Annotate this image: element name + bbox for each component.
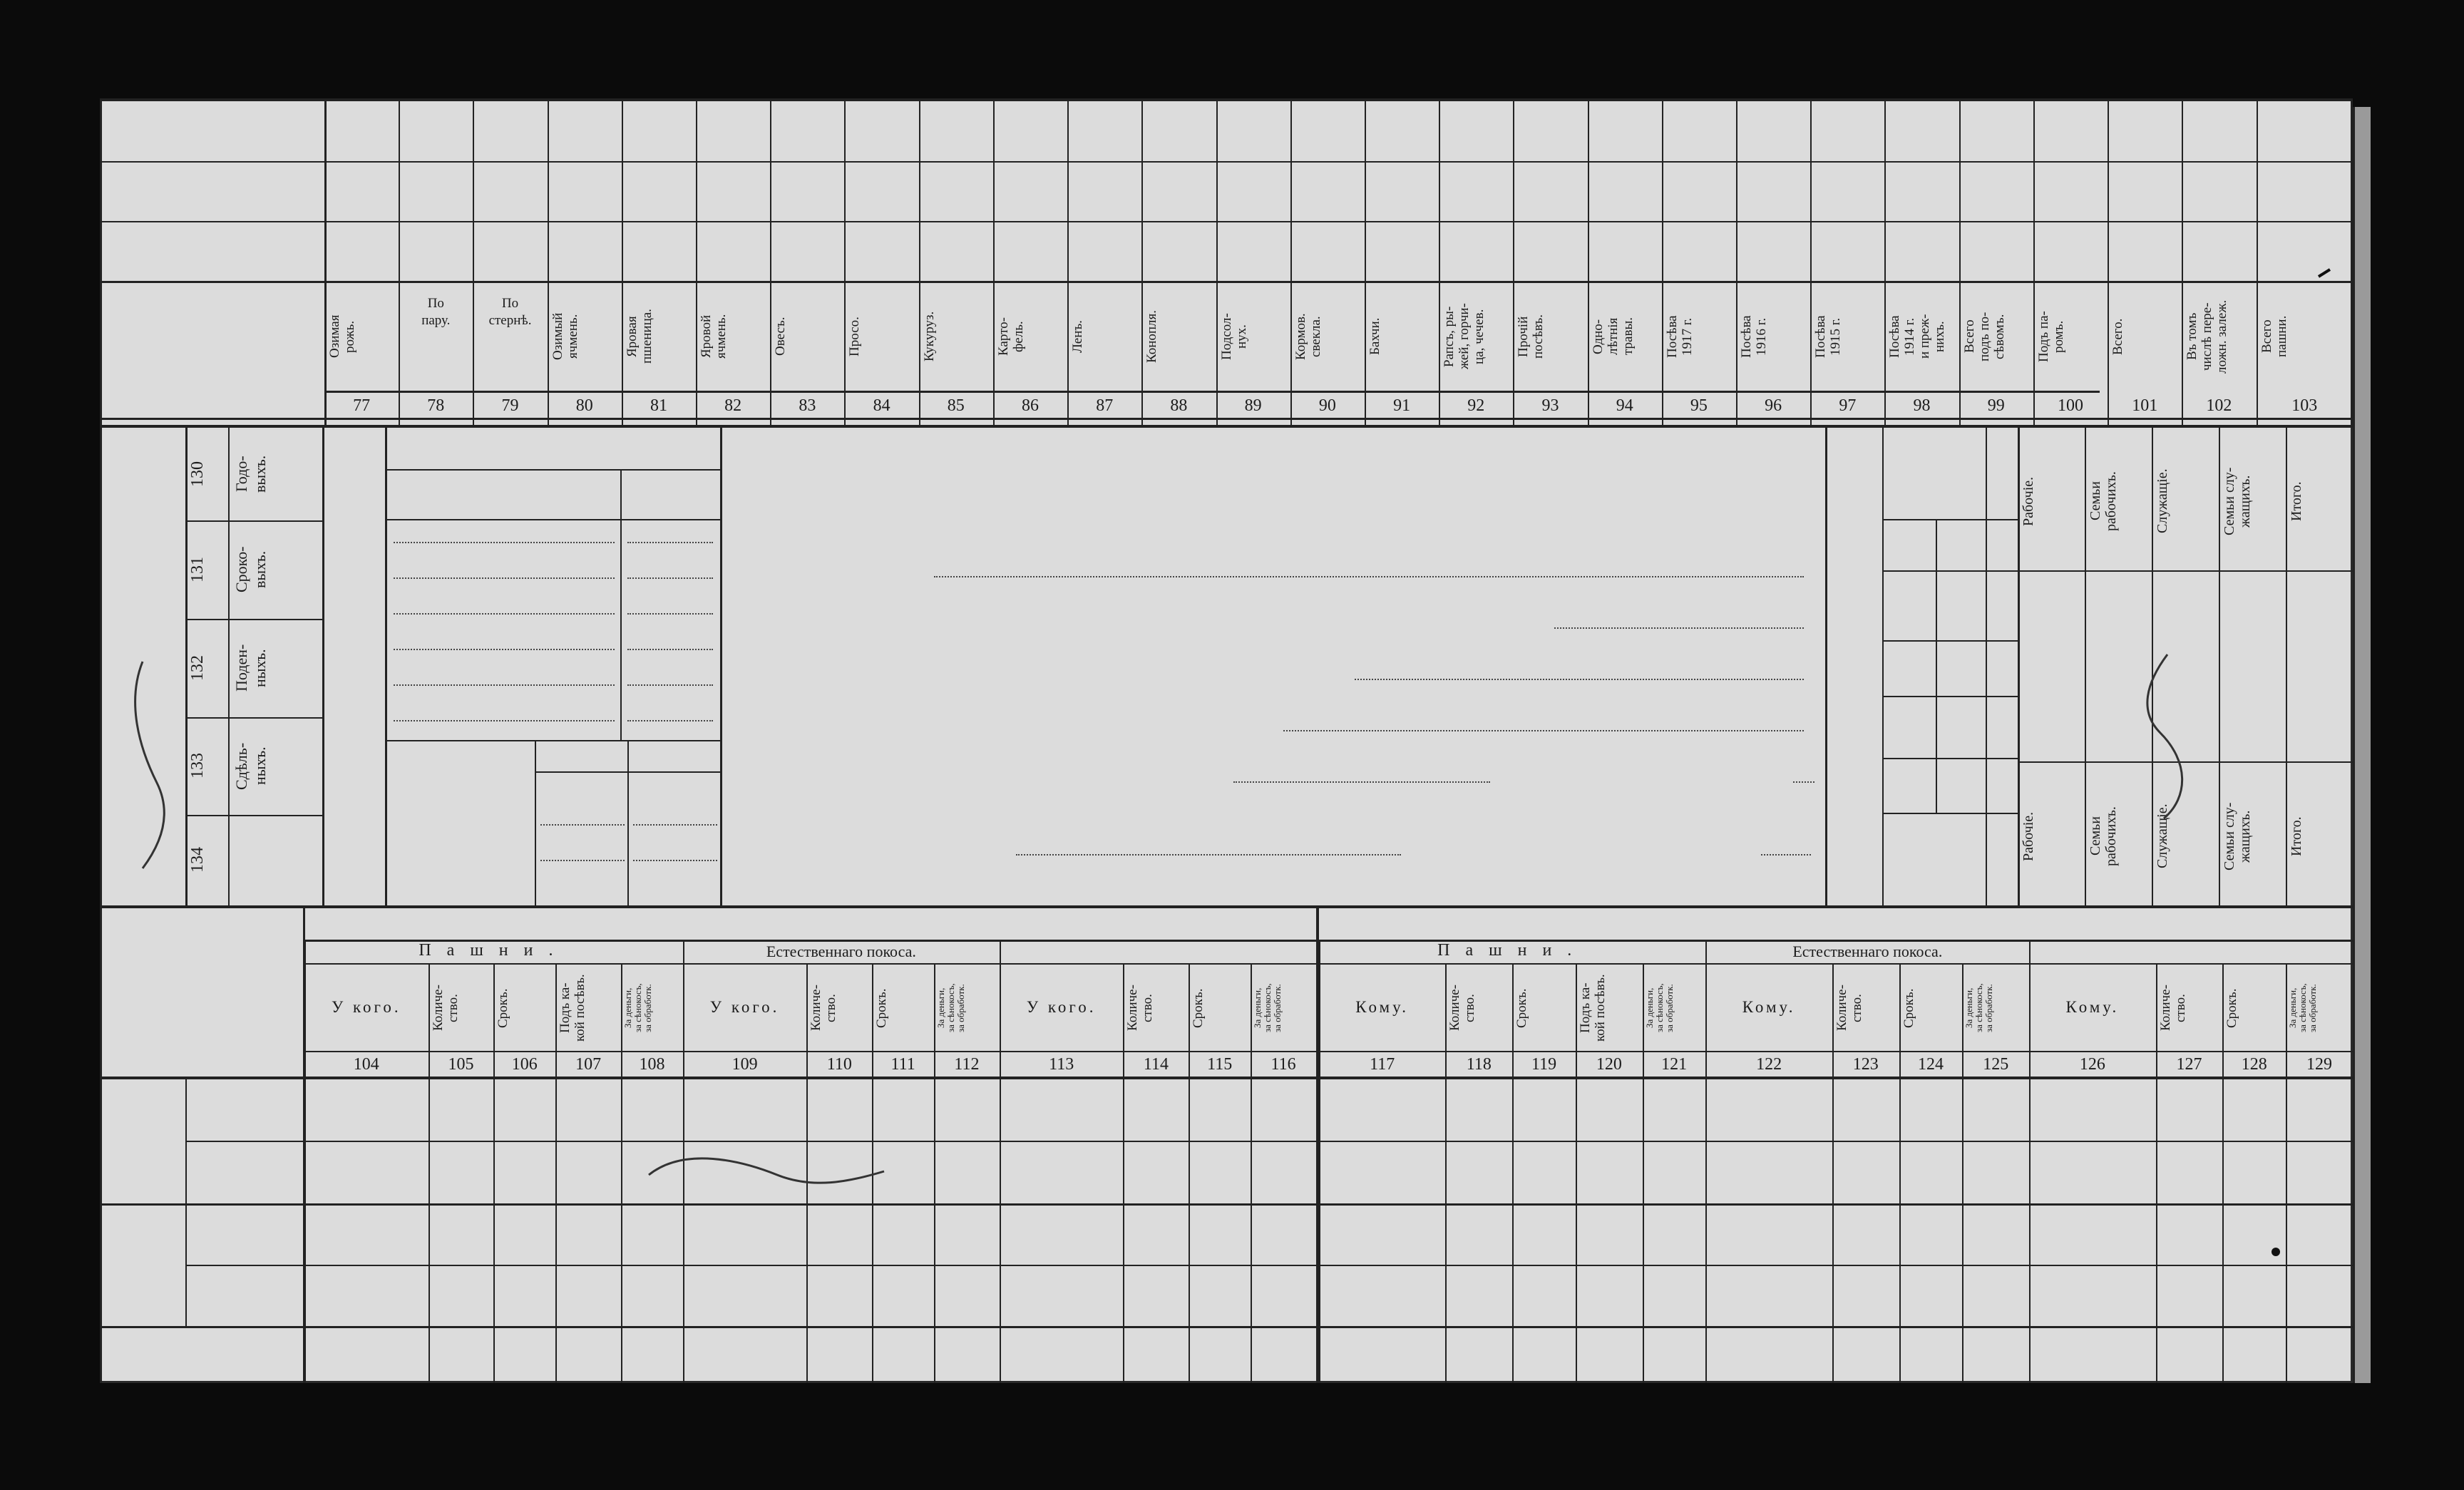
crop-col-label: Кормов. свекла. [1293, 313, 1323, 360]
crop-col-label: По пару. [421, 296, 451, 328]
women-total [1939, 643, 1961, 693]
outside-group [104, 1208, 183, 1325]
lease-col-label: Количе- ство. [2157, 985, 2188, 1032]
rule-r4 [100, 1326, 2353, 1328]
crop-col-rule [473, 98, 474, 428]
men-label [1885, 697, 1934, 811]
rule-sub-nums [303, 1051, 2353, 1052]
crop-col-number: 88 [1170, 396, 1188, 415]
rule-numbers [100, 418, 2353, 420]
crop-col-rule [2182, 98, 2183, 428]
rule-lb2 [228, 428, 230, 905]
pop-col-rule [2152, 428, 2153, 905]
crop-col-rule [1588, 98, 1589, 428]
lease-col-label: У кого. [1026, 998, 1097, 1016]
crop-col-label: Овесъ. [773, 317, 789, 356]
hired-col-label: Поден- ныхъ. [232, 644, 269, 692]
lease-col-rule [1576, 963, 1577, 1383]
num-137 [1988, 654, 2016, 697]
crop-col-number: 97 [1839, 396, 1857, 415]
lease-col-number: 110 [826, 1055, 852, 1074]
crop-col-number: 81 [650, 396, 667, 415]
lease-col-number: 126 [2079, 1055, 2105, 1074]
crop-col-number: 82 [724, 396, 742, 415]
crop-col-number: 96 [1765, 396, 1782, 415]
crop-col-number: 83 [799, 396, 816, 415]
crop-col-rule [770, 98, 771, 428]
rule-pop-2 [1986, 428, 1987, 905]
num-139 [1988, 526, 2016, 569]
lease-col-label: Количе- ство. [1447, 985, 1478, 1032]
crop-col-label: Посѣва 1916 г. [1739, 315, 1770, 358]
crop-col-number: 102 [2206, 396, 2232, 415]
crop-col-number: 100 [2057, 396, 2083, 415]
hired-col-label: Сдѣль- ныхъ. [232, 742, 269, 790]
lease-col-number: 118 [1466, 1055, 1492, 1074]
crop-col-label: По стернѣ. [488, 296, 532, 328]
population-caption [1832, 469, 1878, 883]
crop-col-number: 90 [1318, 396, 1336, 415]
crop-col-label: Прочій посѣвъ. [1516, 314, 1546, 359]
census-card [100, 98, 2353, 1383]
crop-col-number: 94 [1616, 396, 1633, 415]
crop-col-rule [2108, 98, 2109, 428]
crop-col-label: Бахчи. [1367, 317, 1382, 356]
lease-col-rule [1832, 963, 1834, 1383]
rule-trade-h2 [385, 519, 720, 520]
lease-col-number: 105 [448, 1055, 474, 1074]
crop-col-number: 95 [1690, 396, 1708, 415]
rule-lands [100, 281, 2353, 283]
lease-col-number: 108 [639, 1055, 665, 1074]
pop-col-rule [2286, 428, 2287, 905]
lease-col-label: Количе- ство. [1834, 985, 1864, 1032]
lease-col-number: 115 [1207, 1055, 1233, 1074]
num-138 [1988, 583, 2016, 626]
crop-col-rule [1216, 98, 1218, 428]
crop-col-rule [1513, 98, 1514, 428]
crop-col-label: Посѣва 1915 г. [1813, 315, 1844, 358]
lease-col-label: Количе- ство. [430, 985, 461, 1032]
crop-col-label: Яровая пшеница. [624, 309, 654, 364]
crop-col-rule [1736, 98, 1737, 428]
rule-trade-h3 [385, 740, 720, 741]
lease-col-label: Кому. [2065, 998, 2120, 1016]
lease-col-number: 121 [1661, 1055, 1688, 1074]
lease-col-rule [872, 963, 873, 1383]
rule-lb1 [185, 428, 188, 905]
lease-col-number: 106 [511, 1055, 538, 1074]
rule-trade-h1 [385, 469, 720, 471]
rule-pop-h6 [1882, 813, 2018, 814]
pop-col-rule [2018, 428, 2019, 905]
lease-col-label: Кому. [1742, 998, 1796, 1016]
pop-col-label-top: Служащіе. [2155, 468, 2170, 534]
lease-col-label: Срокъ. [1901, 988, 1916, 1028]
lease-col-label: Количе- ство. [808, 985, 839, 1032]
hired-col-label: Сроко- выхъ. [232, 546, 269, 593]
lease-col-number: 117 [1370, 1055, 1395, 1074]
crop-col-label: Просо. [847, 317, 863, 356]
pop-col-label-top: Итого. [2289, 481, 2304, 521]
lease-col-number: 109 [732, 1055, 758, 1074]
lease-col-label: Срокъ. [496, 988, 511, 1028]
lease-col-label: За деньги, за сѣнокосъ, за обработк. [1643, 983, 1675, 1033]
lease-col-label: За деньги, за сѣнокосъ, за обработк. [2287, 983, 2319, 1033]
left-border [100, 98, 102, 1383]
lease-col-number: 114 [1143, 1055, 1169, 1074]
men-working [1939, 699, 1982, 756]
rule-lb-r3 [185, 717, 324, 719]
arable-group: Пашни. [1437, 941, 1588, 960]
rule-r2 [100, 1203, 2353, 1206]
crop-col-rule [844, 98, 846, 428]
hired-col-number: 133 [188, 753, 207, 779]
num-135 [1988, 769, 2016, 811]
women-label [1885, 572, 1934, 693]
men-total [1939, 761, 1961, 811]
rule-r1 [185, 1141, 2353, 1142]
pop-col-label-bottom: Семьи рабочихъ. [2088, 806, 2119, 866]
crop-col-number: 98 [1913, 396, 1931, 415]
rule-pop-1 [1882, 428, 1884, 905]
lease-col-label: Срокъ. [2224, 988, 2240, 1028]
hired-col-number: 131 [188, 557, 207, 582]
hired-workers-caption [328, 469, 378, 868]
crop-col-number: 101 [2132, 396, 2158, 415]
lease-col-number: 107 [575, 1055, 602, 1074]
lease-col-label: Подъ ка- кой посѣвъ. [1577, 974, 1608, 1042]
rule-nums [100, 1077, 2353, 1079]
hired-col-label [232, 819, 319, 901]
crop-col-rule [324, 98, 326, 428]
pop-col-rule [2219, 428, 2220, 905]
crop-col-rule [399, 98, 400, 428]
crop-col-label: Ленъ. [1070, 320, 1086, 353]
crop-col-rule [1959, 98, 1961, 428]
pop-col-label-bottom: Служащіе. [2155, 803, 2170, 869]
arable-group: Пашни. [419, 941, 569, 960]
lease-col-rule [2156, 963, 2157, 1383]
top-border [100, 98, 2353, 101]
crop-col-number: 80 [575, 396, 593, 415]
lease-col-number: 129 [2306, 1055, 2333, 1074]
hay-group: Естественнаго покоса. [766, 942, 916, 960]
crop-col-rule [1290, 98, 1292, 428]
crop-col-number: 93 [1541, 396, 1559, 415]
crop-col-label: Конопля. [1144, 309, 1160, 364]
hired-col-number: 134 [188, 847, 207, 873]
crop-col-number: 79 [501, 396, 519, 415]
crop-col-label: Всего пашни. [2259, 315, 2289, 358]
lease-col-number: 124 [1917, 1055, 1944, 1074]
num-136 [1988, 711, 2016, 754]
crop-col-number: 92 [1467, 396, 1485, 415]
hay-group: Естественнаго покоса. [1792, 942, 1943, 960]
rule-r3 [185, 1265, 2353, 1266]
crop-col-label: Карто- фель. [995, 317, 1026, 356]
lease-col-label: За деньги, за сѣнокосъ, за обработк. [1963, 983, 1995, 1033]
crop-col-number: 78 [427, 396, 445, 415]
rule-pop-h1 [1882, 519, 2018, 520]
crop-col-label: Подъ па- ромъ. [2036, 311, 2066, 362]
crop-col-label: Посѣва 1917 г. [1664, 315, 1695, 358]
pop-col-label-bottom: Рабочіе. [2021, 811, 2036, 861]
crop-col-number: 84 [873, 396, 890, 415]
lease-col-label: Срокъ. [1514, 988, 1530, 1028]
pop-col-label-top: Семьи слу- жащихъ. [2222, 467, 2253, 535]
pop-col-rule-h2 [2018, 761, 2353, 763]
crop-col-label: Всего подъ по- сѣвомъ. [1961, 312, 2007, 361]
lease-col-number: 119 [1531, 1055, 1557, 1074]
crop-col-rule [1810, 98, 1812, 428]
crop-col-label: Яровой ячмень. [699, 314, 729, 359]
rule-trade-h4 [535, 771, 720, 773]
crop-col-rule [1067, 98, 1069, 428]
rule-trade-right [720, 428, 722, 905]
crop-col-label: Всего. [2110, 318, 2126, 355]
crop-col-number: 99 [1987, 396, 2005, 415]
crop-col-label: Озимая рожь. [327, 314, 357, 359]
rule-trade-v3 [627, 740, 629, 905]
lease-col-label: У кого. [331, 998, 401, 1016]
rule-row2 [100, 221, 2353, 222]
crop-col-label: Озимый ячмень. [550, 312, 580, 361]
crop-col-rule [1365, 98, 1366, 428]
rule-lb-r1 [185, 520, 324, 522]
lease-col-label: За деньги, за сѣнокосъ, за обработк. [1252, 983, 1283, 1033]
lease-col-label: Срокъ. [1191, 988, 1206, 1028]
crop-col-number: 77 [353, 396, 371, 415]
crop-col-rule [696, 98, 697, 428]
rule-top-end [100, 425, 2353, 428]
lease-col-label: За деньги, за сѣнокосъ, за обработк. [622, 983, 654, 1033]
crop-col-rule [1884, 98, 1886, 428]
rule-lb-r2 [185, 619, 324, 620]
lease-col-label: У кого. [709, 998, 780, 1016]
lease-col-number: 122 [1756, 1055, 1782, 1074]
crop-col-rule [1439, 98, 1440, 428]
crop-col-rule [1141, 98, 1143, 428]
crop-col-rule [2033, 98, 2035, 428]
crop-col-rule [1662, 98, 1663, 428]
pop-col-rule-h [2018, 570, 2353, 572]
crop-col-number: 91 [1393, 396, 1411, 415]
both-sexes [1885, 522, 1982, 569]
pop-col-label-bottom: Итого. [2289, 816, 2304, 856]
rule-groups [303, 963, 2353, 965]
rule-trade-v1 [620, 469, 622, 740]
lease-col-number: 113 [1049, 1055, 1074, 1074]
crop-col-rule [548, 98, 549, 428]
crop-col-rule [622, 98, 623, 428]
lease-col-rule [428, 963, 430, 1383]
crop-col-label: Посѣва 1914 г. и преж- нихъ. [1887, 314, 1948, 359]
lease-col-label: Количе- ство. [1125, 985, 1156, 1032]
allotment-group [104, 1082, 183, 1202]
rule-middle-end [100, 905, 2353, 908]
crop-col-rule [919, 98, 920, 428]
crop-col-label: Кукуруз. [921, 311, 937, 362]
lease-col-number: 125 [1983, 1055, 2009, 1074]
pop-col-rule [2085, 428, 2086, 905]
lease-col-number: 112 [954, 1055, 980, 1074]
women-working [1939, 572, 1982, 637]
hired-col-number: 130 [188, 461, 207, 487]
lease-col-label: Кому. [1355, 998, 1410, 1016]
lease-col-number: 111 [890, 1055, 915, 1074]
rule-trade-v2 [535, 740, 536, 905]
lease-col-number: 128 [2241, 1055, 2267, 1074]
lease-col-label: Подъ ка- кой посѣвъ. [558, 974, 588, 1042]
crop-col-number: 86 [1022, 396, 1039, 415]
rule-lb3 [322, 428, 324, 905]
crop-col-number: 87 [1096, 396, 1114, 415]
pop-col-label-bottom: Семьи слу- жащихъ. [2222, 802, 2253, 870]
lease-col-rule [555, 963, 557, 1383]
lease-col-number: 104 [353, 1055, 379, 1074]
rule-private-right [1825, 428, 1827, 905]
hired-col-label: Годо- выхъ. [232, 455, 269, 493]
rule-banner [324, 391, 2100, 393]
pop-col-label-top: Семьи рабочихъ. [2088, 471, 2119, 531]
page-edge [2353, 107, 2371, 1383]
rule-rowgroup [185, 1079, 187, 1326]
rule-lb-r4 [185, 815, 324, 816]
crop-col-label: Въ томъ числѣ пере- ложн. залеж. [2185, 299, 2230, 374]
pop-col-label-top: Рабочіе. [2021, 476, 2036, 526]
crop-col-number: 103 [2291, 396, 2318, 415]
crop-col-rule [993, 98, 995, 428]
rule-trade-left [385, 428, 387, 905]
crop-col-label: Подсол- нух. [1218, 313, 1249, 360]
lease-col-number: 127 [2176, 1055, 2202, 1074]
crop-col-number: 89 [1244, 396, 1262, 415]
lease-col-label: Срокъ. [874, 988, 890, 1028]
hired-col-number: 132 [188, 655, 207, 681]
lease-col-number: 120 [1596, 1055, 1622, 1074]
lease-col-rule [1899, 963, 1901, 1383]
lease-col-number: 123 [1852, 1055, 1879, 1074]
crop-col-label: Рапсъ, ры- жей, горчи- ца, чечев. [1442, 303, 1487, 370]
lease-col-label: За деньги, за сѣнокосъ, за обработк. [935, 983, 967, 1033]
crop-col-number: 85 [947, 396, 965, 415]
lease-col-rule [1512, 963, 1514, 1383]
crop-col-rule [2257, 98, 2258, 428]
crop-col-rule-end [2351, 98, 2353, 428]
crop-col-label: Одно- лѣтнія травы. [1590, 317, 1636, 356]
rule-row1 [100, 161, 2353, 163]
lease-col-number: 116 [1270, 1055, 1296, 1074]
